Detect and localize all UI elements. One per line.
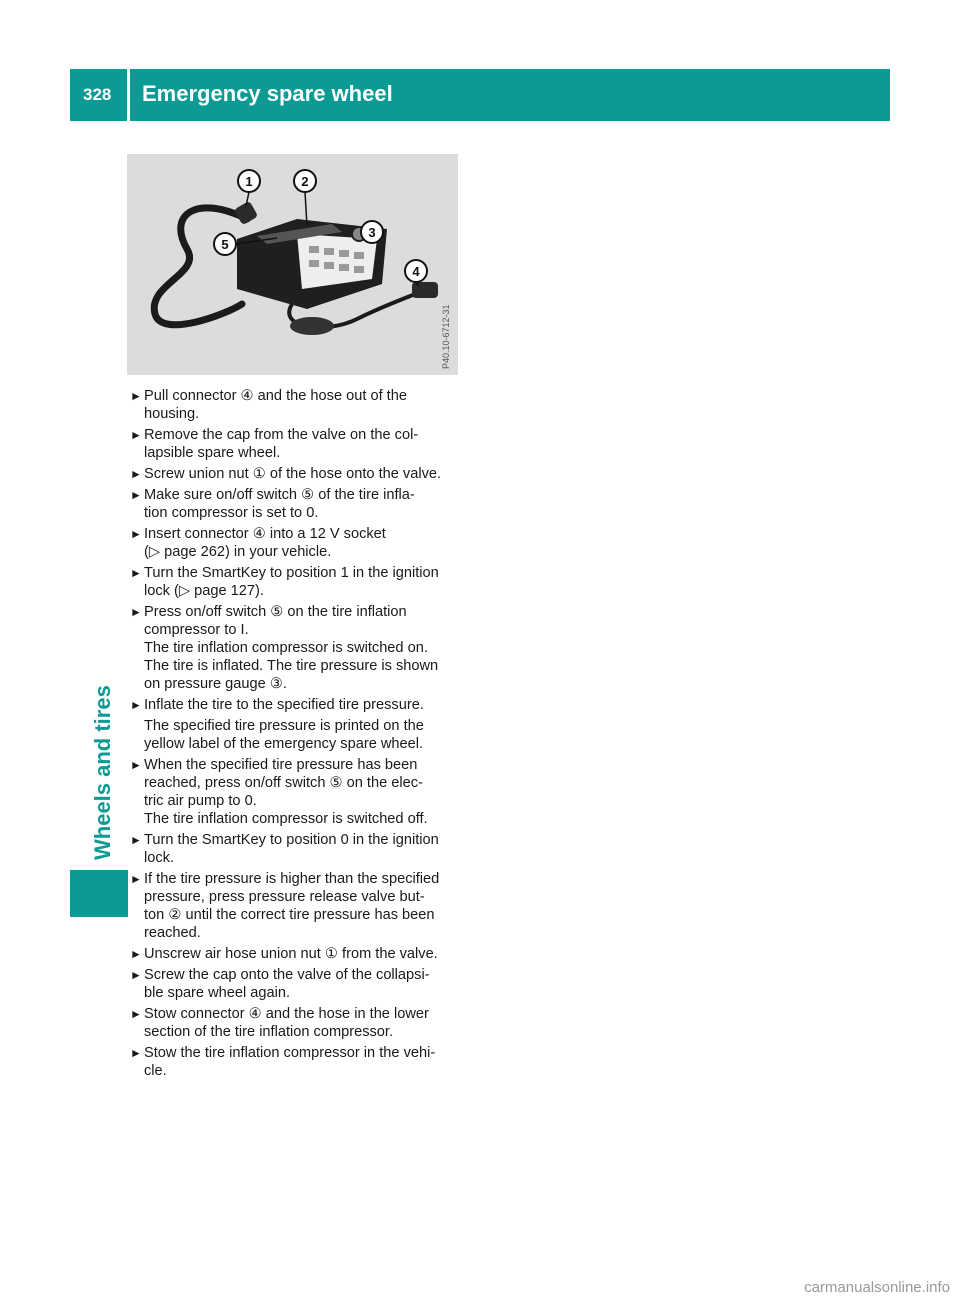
page-reference-link[interactable]: lock (▷ page 127). [144,583,264,599]
step-2 [130,426,462,462]
step-arrow-icon: ► [130,389,142,403]
watermark: carmanualsonline.info [804,1279,950,1296]
step-line: The tire is inflated. The tire pressure is shown [144,658,439,674]
step-line: Make sure on/off switch ⑤ of the tire infla- [144,487,415,503]
step-arrow-icon: ► [130,467,142,481]
callout-5-label: 5 [221,237,229,252]
compressor-illustration [127,154,458,375]
callout-1-label: 1 [245,174,253,189]
step-14 [130,1005,462,1041]
step-15 [130,1044,462,1080]
page-reference-link[interactable]: (▷ page 262) in your vehicle. [144,544,332,560]
step-8 [130,696,462,714]
note-line: The specified tire pressure is printed on the [144,718,424,734]
step-3 [130,465,462,483]
step-line: housing. [144,406,200,422]
step-arrow-icon: ► [130,758,142,772]
step-line: The tire inflation compressor is switched off. [144,811,428,827]
step-line: If the tire pressure is higher than the specified [144,871,440,887]
step-line: When the specified tire pressure has been [144,757,418,773]
step-line: Unscrew air hose union nut ① from the valve. [144,946,438,962]
step-line: Screw the cap onto the valve of the collapsi- [144,967,430,983]
step-line: Stow connector ④ and the hose in the lower [144,1006,429,1022]
step-arrow-icon: ► [130,488,142,502]
step-arrow-icon: ► [130,968,142,982]
step-line: Turn the SmartKey to position 1 in the ignition [144,565,439,581]
step-line: compressor to I. [144,622,249,638]
section-tab [70,870,128,917]
step-line: The tire inflation compressor is switched on. [144,640,428,656]
callout-2-label: 2 [301,174,309,189]
step-5 [130,525,462,561]
step-4 [130,486,462,522]
step-line: section of the tire inflation compressor. [144,1024,394,1040]
step-12 [130,945,462,963]
figure-code: P40.10-6712-31 [441,304,451,369]
step-7 [130,603,462,693]
step-arrow-icon: ► [130,872,142,886]
step-line: Stow the tire inflation compressor in the vehi- [144,1045,436,1061]
step-line: Inflate the tire to the specified tire pressure. [144,697,424,713]
step-line: reached. [144,925,201,941]
step-line: Insert connector ④ into a 12 V socket [144,526,386,542]
step-10 [130,831,462,867]
callout-3-label: 3 [368,225,376,240]
step-arrow-icon: ► [130,833,142,847]
step-9 [130,756,462,828]
connector-plug [412,282,438,298]
step-line: ble spare wheel again. [144,985,291,1001]
page-number: 328 [83,85,112,104]
step-line: on pressure gauge ③. [144,676,287,692]
section-label: Wheels and tires [90,685,115,860]
step-line: pressure, press pressure release valve but- [144,889,425,905]
step-line: Remove the cap from the valve on the col- [144,427,419,443]
step-line: cle. [144,1063,167,1079]
step-arrow-icon: ► [130,566,142,580]
compressor-drawing [127,154,458,375]
step-6 [130,564,462,600]
step-line: reached, press on/off switch ⑤ on the elec- [144,775,423,791]
step-line: tric air pump to 0. [144,793,257,809]
step-arrow-icon: ► [130,698,142,712]
cable-clip [290,317,334,335]
instruction-steps [130,387,462,1083]
step-line: lock. [144,850,175,866]
step-line: ton ② until the correct tire pressure has been [144,907,435,923]
page-title: Emergency spare wheel [142,81,393,106]
page-header [70,69,890,121]
header-divider [127,69,130,121]
step-line: Turn the SmartKey to position 0 in the ignition [144,832,439,848]
step-line: lapsible spare wheel. [144,445,281,461]
step-line: Pull connector ④ and the hose out of the [144,388,407,404]
step-arrow-icon: ► [130,1046,142,1060]
step-1 [130,387,462,423]
step-line: Press on/off switch ⑤ on the tire inflation [144,604,407,620]
note-line: yellow label of the emergency spare wheel. [144,736,424,752]
tire-pressure-note [130,717,462,753]
step-arrow-icon: ► [130,527,142,541]
step-line: tion compressor is set to 0. [144,505,319,521]
step-line: Screw union nut ① of the hose onto the valve. [144,466,442,482]
callout-4-label: 4 [412,264,420,279]
step-13 [130,966,462,1002]
step-arrow-icon: ► [130,1007,142,1021]
step-arrow-icon: ► [130,605,142,619]
step-arrow-icon: ► [130,947,142,961]
step-arrow-icon: ► [130,428,142,442]
step-11 [130,870,462,942]
